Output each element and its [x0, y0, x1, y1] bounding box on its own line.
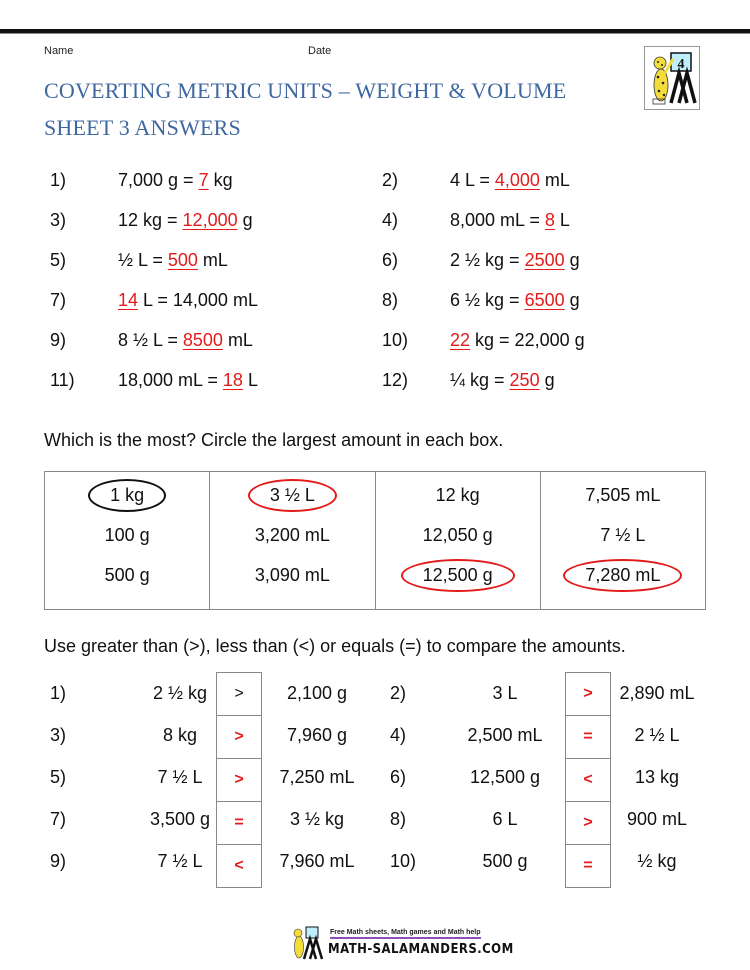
- expression-unit: kg: [208, 170, 233, 190]
- compare-number: 7): [50, 809, 67, 829]
- question-expression: [450, 250, 580, 271]
- question-expression: [450, 330, 585, 351]
- compare-right-amount: 2,100 g: [286, 683, 348, 703]
- amount-item[interactable]: [376, 475, 540, 515]
- largest-amount-table: [44, 471, 706, 610]
- answer-value: 4,000: [494, 170, 540, 190]
- sign-box-column: [565, 672, 611, 888]
- sign-box-column: [216, 672, 262, 888]
- name-label: Name: [44, 45, 74, 57]
- page-subtitle: SHEET 3 ANSWERS: [44, 115, 241, 140]
- compare-right-amount: 7,960 mL: [279, 851, 355, 871]
- expression-unit: g: [237, 210, 253, 230]
- question-number: 2): [382, 170, 399, 190]
- expression-unit: g: [539, 370, 555, 390]
- sign-answer-box[interactable]: >: [566, 673, 610, 716]
- amount-text: 3,090 mL: [254, 564, 330, 585]
- compare-right-amount: ½ kg: [637, 851, 677, 871]
- question-number: 9): [50, 330, 67, 350]
- expression-unit: g: [564, 290, 580, 310]
- compare-left-amount: 3,500 g: [149, 809, 211, 829]
- question-expression: [450, 370, 555, 391]
- amount-item[interactable]: [45, 515, 209, 555]
- compare-number: 10): [390, 851, 417, 871]
- amount-item[interactable]: [541, 555, 705, 595]
- amount-item[interactable]: [210, 555, 374, 595]
- amount-text: 3,200 mL: [254, 524, 330, 545]
- expression-unit: mL: [197, 250, 228, 270]
- question-number: 5): [50, 250, 67, 270]
- amount-text: 7 ½ L: [600, 524, 646, 545]
- question-expression: [450, 210, 570, 231]
- compare-number: 2): [390, 683, 407, 703]
- compare-number: 1): [50, 683, 67, 703]
- sign-answer-box[interactable]: <: [566, 759, 610, 802]
- compare-left-amount: 2,500 mL: [467, 725, 543, 745]
- answer-value: 7: [198, 170, 209, 190]
- answer-value: 500: [167, 250, 198, 270]
- expression-given: 7,000 g =: [118, 170, 199, 190]
- question-expression: [118, 170, 233, 191]
- compare-left-amount: 7 ½ L: [157, 851, 203, 871]
- expression-given: 18,000 mL =: [118, 370, 223, 390]
- expression-given: 8,000 mL =: [450, 210, 545, 230]
- compare-left-amount: 8 kg: [162, 725, 198, 745]
- compare-number: 6): [390, 767, 407, 787]
- compare-left-amount: 6 L: [492, 809, 518, 829]
- question-expression: [450, 170, 570, 191]
- expression-given: 2 ½ kg =: [450, 250, 525, 270]
- amount-box: [45, 472, 210, 610]
- answer-value: 6500: [524, 290, 565, 310]
- amount-box: [375, 472, 540, 610]
- sign-answer-box[interactable]: =: [566, 716, 610, 759]
- compare-right-amount: 13 kg: [634, 767, 680, 787]
- amount-text: 12 kg: [435, 484, 480, 505]
- amount-item[interactable]: [210, 475, 374, 515]
- expression-given: 8 ½ L =: [118, 330, 183, 350]
- answer-value: 12,000: [182, 210, 238, 230]
- answer-value: 250: [509, 370, 540, 390]
- question-number: 3): [50, 210, 67, 230]
- salamander-logo-icon: [644, 46, 700, 110]
- expression-given: 12 kg =: [118, 210, 183, 230]
- page-title: COVERTING METRIC UNITS – WEIGHT & VOLUME: [44, 78, 567, 103]
- question-number: 4): [382, 210, 399, 230]
- question-expression: [450, 290, 580, 311]
- compare-left-amount: 500 g: [482, 851, 528, 871]
- question-number: 8): [382, 290, 399, 310]
- amount-text: 100 g: [104, 524, 150, 545]
- sign-answer-box[interactable]: =: [217, 802, 261, 845]
- expression-unit: kg = 22,000 g: [470, 330, 585, 350]
- amount-item[interactable]: [376, 515, 540, 555]
- compare-number: 3): [50, 725, 67, 745]
- expression-unit: mL: [539, 170, 570, 190]
- amount-item[interactable]: [210, 515, 374, 555]
- expression-unit: L: [242, 370, 258, 390]
- amount-box: [540, 472, 705, 610]
- expression-given: ¼ kg =: [450, 370, 510, 390]
- compare-right-amount: 7,960 g: [286, 725, 348, 745]
- compare-number: 8): [390, 809, 407, 829]
- answer-value: 18: [222, 370, 243, 390]
- compare-left-amount: 12,500 g: [469, 767, 541, 787]
- date-label: Date: [308, 45, 332, 57]
- question-number: 7): [50, 290, 67, 310]
- expression-unit: mL: [222, 330, 253, 350]
- question-number: 10): [382, 330, 409, 350]
- footer-logo: [290, 925, 520, 961]
- expression-given: ½ L =: [118, 250, 168, 270]
- amount-item[interactable]: [376, 555, 540, 595]
- amount-item[interactable]: [45, 475, 209, 515]
- compare-number: 5): [50, 767, 67, 787]
- circled-amount: 3 ½ L: [248, 479, 337, 512]
- answer-value: 22: [450, 330, 471, 350]
- amount-text: 12,050 g: [422, 524, 493, 545]
- expression-given: 6 ½ kg =: [450, 290, 525, 310]
- question-number: 1): [50, 170, 67, 190]
- expression-unit: g: [564, 250, 580, 270]
- compare-number: 9): [50, 851, 67, 871]
- compare-right-amount: 3 ½ kg: [289, 809, 345, 829]
- circled-amount: 12,500 g: [401, 559, 515, 592]
- circled-amount: 1 kg: [88, 479, 166, 512]
- sign-answer-box[interactable]: <: [234, 857, 244, 874]
- question-expression: [118, 370, 258, 391]
- expression-given: 4 L =: [450, 170, 495, 190]
- question-expression: [118, 330, 253, 351]
- amount-item[interactable]: [541, 515, 705, 555]
- svg-text:4: 4: [677, 57, 685, 72]
- compare-right-amount: 7,250 mL: [279, 767, 355, 787]
- answer-value: 2500: [524, 250, 565, 270]
- compare-left-amount: 3 L: [492, 683, 518, 703]
- footer-tagline: Free Math sheets, Math games and Math help: [330, 929, 481, 939]
- expression-unit: L = 14,000 mL: [138, 290, 258, 310]
- sign-answer-box[interactable]: >: [217, 673, 261, 716]
- compare-left-amount: 2 ½ kg: [152, 683, 208, 703]
- footer-site-link[interactable]: MATH-SALAMANDERS.COM: [328, 942, 514, 957]
- amount-text: 500 g: [104, 564, 150, 585]
- sign-answer-box[interactable]: >: [566, 802, 610, 845]
- answer-value: 14: [118, 290, 139, 310]
- compare-number: 4): [390, 725, 407, 745]
- question-expression: [118, 290, 258, 311]
- sign-answer-box[interactable]: >: [217, 716, 261, 759]
- compare-right-amount: 900 mL: [626, 809, 688, 829]
- sign-answer-box[interactable]: >: [217, 759, 261, 802]
- amount-item[interactable]: [541, 475, 705, 515]
- section3-instruction: Use greater than (>), less than (<) or equals (=) to compare the amounts.: [44, 636, 626, 656]
- section2-instruction: Which is the most? Circle the largest amount in each box.: [44, 430, 504, 450]
- question-number: 6): [382, 250, 399, 270]
- compare-right-amount: 2,890 mL: [619, 683, 695, 703]
- question-expression: [118, 210, 253, 231]
- answer-value: 8500: [182, 330, 223, 350]
- question-number: 11): [50, 370, 75, 390]
- top-rule: [0, 29, 750, 34]
- answer-value: 8: [544, 210, 555, 230]
- compare-right-amount: 2 ½ L: [634, 725, 680, 745]
- sign-answer-box[interactable]: =: [583, 857, 593, 874]
- compare-left-amount: 7 ½ L: [157, 767, 203, 787]
- expression-unit: L: [554, 210, 570, 230]
- amount-box: [210, 472, 375, 610]
- salamander-footer-icon: [290, 925, 328, 961]
- amount-item[interactable]: [45, 555, 209, 595]
- circled-amount: 7,280 mL: [563, 559, 682, 592]
- amount-text: 7,505 mL: [585, 484, 661, 505]
- question-expression: [118, 250, 228, 271]
- question-number: 12): [382, 370, 409, 390]
